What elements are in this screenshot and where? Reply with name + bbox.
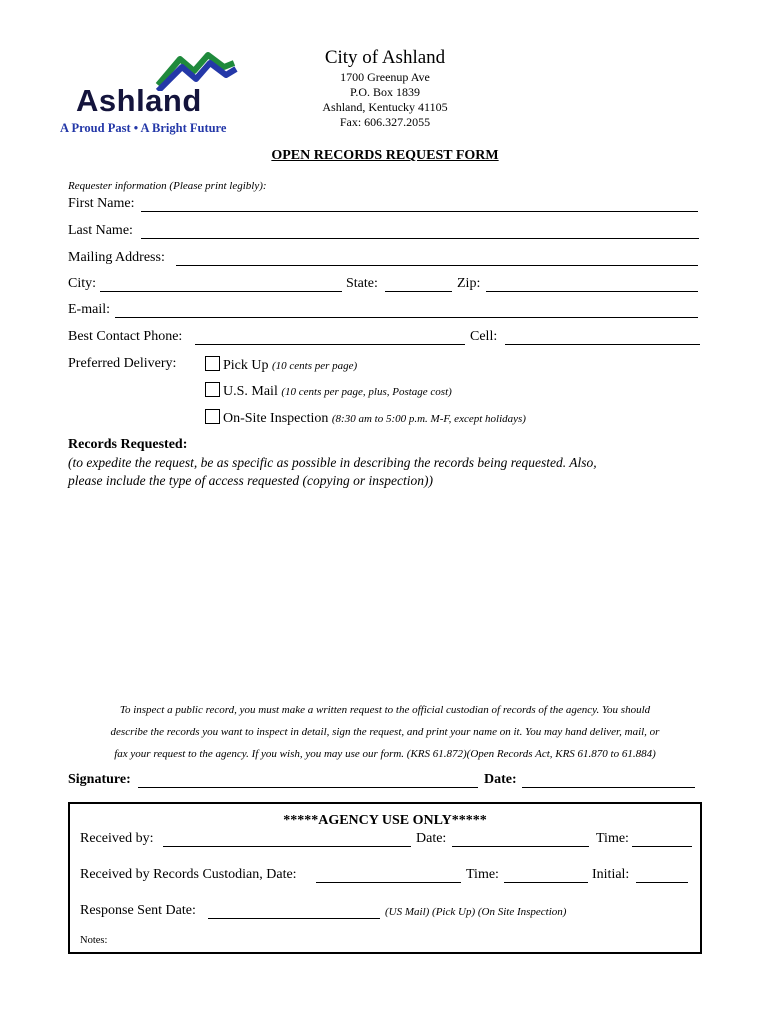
last-name-label: Last Name: [68, 223, 133, 238]
custodian-time-field[interactable] [504, 882, 588, 883]
response-sent-label: Response Sent Date: [80, 903, 196, 918]
email-label: E-mail: [68, 302, 110, 317]
city-field[interactable] [100, 291, 342, 292]
custodian-date-label: Received by Records Custodian, Date: [80, 867, 297, 882]
response-sent-field[interactable] [208, 918, 380, 919]
state-field[interactable] [385, 291, 452, 292]
cell-label: Cell: [470, 329, 498, 344]
custodian-initial-field[interactable] [636, 882, 688, 883]
records-requested-heading: Records Requested: [68, 437, 188, 452]
delivery-option-mail[interactable]: U.S. Mail (10 cents per page, plus, Postage cost) [205, 382, 452, 400]
first-name-field[interactable] [141, 211, 698, 212]
last-name-field[interactable] [141, 238, 699, 239]
records-instructions-2: please include the type of access requested (copying or inspection)) [68, 473, 434, 488]
records-requested-area[interactable] [68, 494, 700, 692]
cell-field[interactable] [505, 344, 700, 345]
agency-use-title: *****AGENCY USE ONLY***** [283, 813, 487, 828]
custodian-initial-label: Initial: [592, 867, 630, 882]
records-instructions-1: (to expedite the request, be as specific as possible in describing the records being requested. Also, [68, 455, 597, 470]
signature-field[interactable] [138, 787, 478, 788]
city-address: 1700 Greenup Ave P.O. Box 1839 Ashland, Kentucky 41105 Fax: 606.327.2055 [322, 70, 448, 129]
zip-label: Zip: [457, 276, 481, 291]
custodian-date-field[interactable] [316, 882, 461, 883]
notes-label: Notes: [80, 935, 108, 946]
best-phone-field[interactable] [195, 344, 465, 345]
city-label: City: [68, 276, 97, 291]
received-time-field[interactable] [632, 846, 692, 847]
logo-tagline: A Proud Past • A Bright Future [60, 121, 227, 135]
received-date-field[interactable] [452, 846, 589, 847]
email-field[interactable] [115, 317, 698, 318]
best-phone-label: Best Contact Phone: [68, 329, 183, 344]
notes-area[interactable] [120, 930, 690, 950]
onsite-checkbox[interactable] [205, 409, 220, 424]
pickup-checkbox[interactable] [205, 356, 220, 371]
logo-wordmark: Ashland [76, 83, 202, 118]
form-title: OPEN RECORDS REQUEST FORM [271, 148, 499, 163]
mailing-address-label: Mailing Address: [68, 250, 165, 265]
state-label: State: [346, 276, 378, 291]
received-time-label: Time: [596, 831, 629, 846]
received-by-field[interactable] [163, 846, 411, 847]
ashland-logo [58, 45, 250, 137]
zip-field[interactable] [486, 291, 698, 292]
mail-checkbox[interactable] [205, 382, 220, 397]
preferred-delivery-label: Preferred Delivery: [68, 356, 177, 371]
signature-date-label: Date: [484, 772, 517, 787]
signature-label: Signature: [68, 772, 131, 787]
signature-date-field[interactable] [522, 787, 695, 788]
delivery-option-onsite[interactable]: On-Site Inspection (8:30 am to 5:00 p.m. M-F, except holidays) [205, 409, 526, 427]
requester-note: Requester information (Please print legibly): [68, 180, 267, 192]
mailing-address-field[interactable] [176, 265, 698, 266]
custodian-time-label: Time: [466, 867, 499, 882]
received-date-label: Date: [416, 831, 447, 846]
delivery-option-pickup[interactable]: Pick Up (10 cents per page) [205, 356, 357, 374]
notice-line-2: describe the records you want to inspect in detail, sign the request, and print your name on it. You may hand deliver, mail, or [110, 726, 660, 738]
notice-line-1: To inspect a public record, you must make a written request to the official custodian of records of the agency. You should [119, 704, 651, 716]
first-name-label: First Name: [68, 196, 135, 211]
response-options: (US Mail) (Pick Up) (On Site Inspection) [385, 906, 567, 918]
notice-line-3: fax your request to the agency. If you wish, you may use our form. (KRS 61.872)(Open Records Act, KRS 61.870 to 61.884) [114, 748, 656, 760]
received-by-label: Received by: [80, 831, 154, 846]
city-title: City of Ashland [324, 47, 446, 68]
